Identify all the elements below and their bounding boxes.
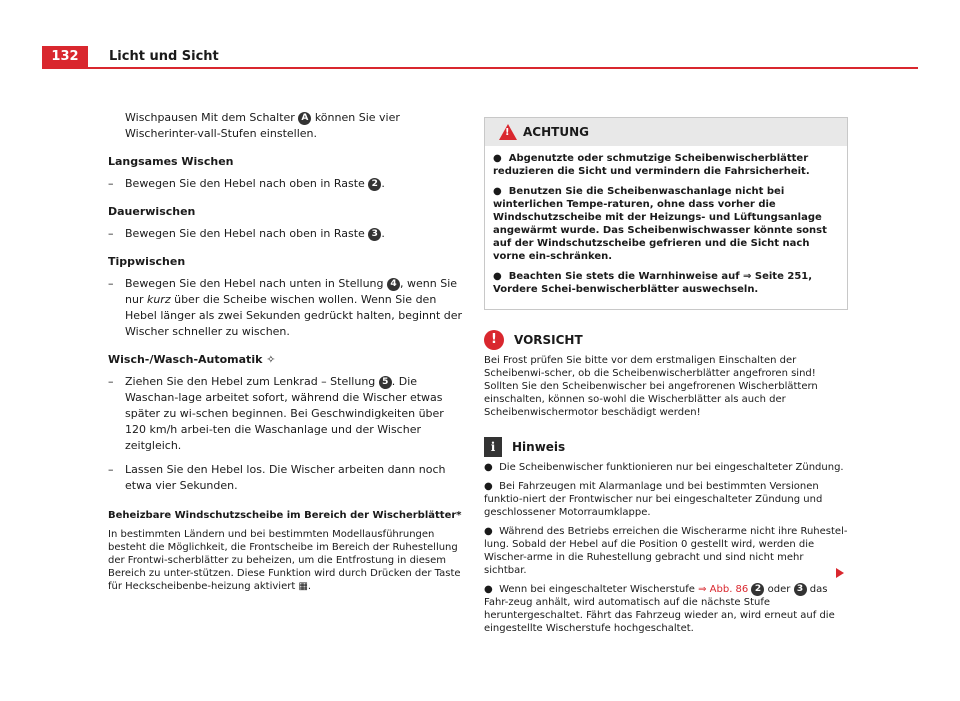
key-3: 3 bbox=[794, 583, 807, 596]
key-3: 3 bbox=[368, 228, 381, 241]
note-item: ● Wenn bei eingeschalteter Wischerstufe ⇒ Abb. 86 2 oder 3 das Fahr-zeug anhält, wird automatisch auf die nächste Stufe heruntergeschaltet. Fährt das Fahrzeug wieder an, wird erneut auf die eingestellte Wischerstufe hochgeschaltet. bbox=[484, 584, 835, 634]
info-icon: i bbox=[484, 437, 502, 457]
key-4: 4 bbox=[387, 278, 400, 291]
step-auto-2: – Lassen Sie den Hebel los. Die Wischer arbeiten dann noch etwa vier Sekunden. bbox=[108, 463, 446, 492]
key-2: 2 bbox=[751, 583, 764, 596]
note-header: i Hinweis bbox=[484, 437, 848, 457]
warning-item: ● Benutzen Sie die Scheibenwaschanlage nicht bei winterlichen Tempe-raturen, ohne dass vorher die Windschutzscheibe mit der Heizungs- und Lüftungsanlage angewärmt wurde. Das Scheibenwischwasser könnte sonst auf der Windschutzscheibe gefrieren und die Sicht nach vorne ein-schränken. bbox=[493, 186, 827, 262]
warning-item: ● Beachten Sie stets die Warnhinweise auf ⇒ Seite 251, Vordere Schei-benwischerblätter auswechseln. bbox=[493, 271, 813, 295]
warning-body bbox=[485, 146, 847, 309]
key-a: A bbox=[298, 112, 311, 125]
key-2: 2 bbox=[368, 178, 381, 191]
caution-text: Bei Frost prüfen Sie bitte vor dem erstmaligen Einschalten der Scheibenwi-scher, ob die Scheibenwischerblätter angefroren sind! Sollten Sie den Scheibenwischer bei angefrorenen Wischerblättern einschalten, können so-wohl die Wischerblätter als auch der Scheibenwischermotor beschädigt werden! bbox=[484, 355, 818, 418]
warning-item: ● Abgenutzte oder schmutzige Scheibenwischerblätter reduzieren die Sicht und vermindern die Fahrsicherheit. bbox=[493, 153, 810, 177]
intro-paragraph: Wischpausen Mit dem Schalter A können Sie vier Wischerinter-vall-Stufen einstellen. bbox=[125, 111, 400, 140]
step-tip: – Bewegen Sie den Hebel nach unten in Stellung 4 , wenn Sie nur kurz über die Scheibe wischen wollen. Wenn Sie den Hebel länger als zwei Sekunden gedrückt halten, beginnt der Wischer schneller zu wischen. bbox=[108, 277, 463, 338]
heated-screen-title: Beheizbare Windschutzscheibe im Bereich der Wischerblätter* bbox=[108, 510, 462, 521]
note-item: ● Bei Fahrzeugen mit Alarmanlage und bei bestimmten Versionen funktio-niert der Frontwischer nur bei eingeschalteter Zündung und geschlossener Motorraumklappe. bbox=[484, 481, 823, 518]
section-title-slow: Langsames Wischen bbox=[108, 155, 234, 168]
header-rule bbox=[42, 67, 918, 69]
figure-link[interactable]: ⇒ Abb. 86 bbox=[698, 584, 749, 595]
step-auto-1: – Ziehen Sie den Hebel zum Lenkrad – Stellung 5 . Die Waschan-lage arbeitet sofort, während die Wischer etwas später zu wi-schen beginnen. Bei Geschwindigkeiten über 120 km/h arbei-ten die Waschanlage und der Wischer zeitgleich. bbox=[108, 375, 444, 452]
page-number: 132 bbox=[42, 46, 88, 68]
section-title-tip: Tippwischen bbox=[108, 255, 186, 268]
note-item: ● Die Scheibenwischer funktionieren nur bei eingeschalteter Zündung. bbox=[484, 462, 844, 473]
warning-triangle-icon: ! bbox=[499, 124, 517, 140]
caution-header: ! VORSICHT bbox=[484, 330, 848, 350]
rear-window-heating-icon: ▦ bbox=[298, 581, 308, 592]
continue-arrow-icon bbox=[836, 568, 844, 578]
heated-screen-text: In bestimmten Ländern und bei bestimmten Modellausführungen besteht die Möglichkeit, die Frontscheibe im Bereich der Ruhestellung der Frontwi-scherblätter zu beheizen, um die Entfrostung in diesem Bereich zu unter-stützen. Diese Funktion wird durch Drücken der Taste für Heckscheibenbe-heizung aktiviert ▦. bbox=[108, 529, 461, 592]
exclamation-circle-icon: ! bbox=[484, 330, 504, 350]
right-column bbox=[484, 117, 848, 641]
key-5: 5 bbox=[379, 376, 392, 389]
left-column bbox=[108, 110, 463, 593]
step-slow: – Bewegen Sie den Hebel nach oben in Raste 2 . bbox=[108, 177, 385, 190]
warning-box bbox=[484, 117, 848, 310]
section-title-auto: Wisch-/Wasch-Automatik ✧ bbox=[108, 353, 276, 366]
note-item: ● Während des Betriebs erreichen die Wischerarme nicht ihre Ruhestel-lung. Sobald der Hebel auf die Position 0 gestellt wird, werden die Wischer-arme in die Ruhestellung gebracht und sind nicht mehr sichtbar. bbox=[484, 526, 848, 576]
page-title: Licht und Sicht bbox=[109, 49, 219, 64]
warning-header: ! ACHTUNG bbox=[485, 118, 847, 146]
auto-wipe-icon: ✧ bbox=[266, 353, 276, 366]
section-title-continuous: Dauerwischen bbox=[108, 205, 196, 218]
step-continuous: – Bewegen Sie den Hebel nach oben in Raste 3 . bbox=[108, 227, 385, 240]
